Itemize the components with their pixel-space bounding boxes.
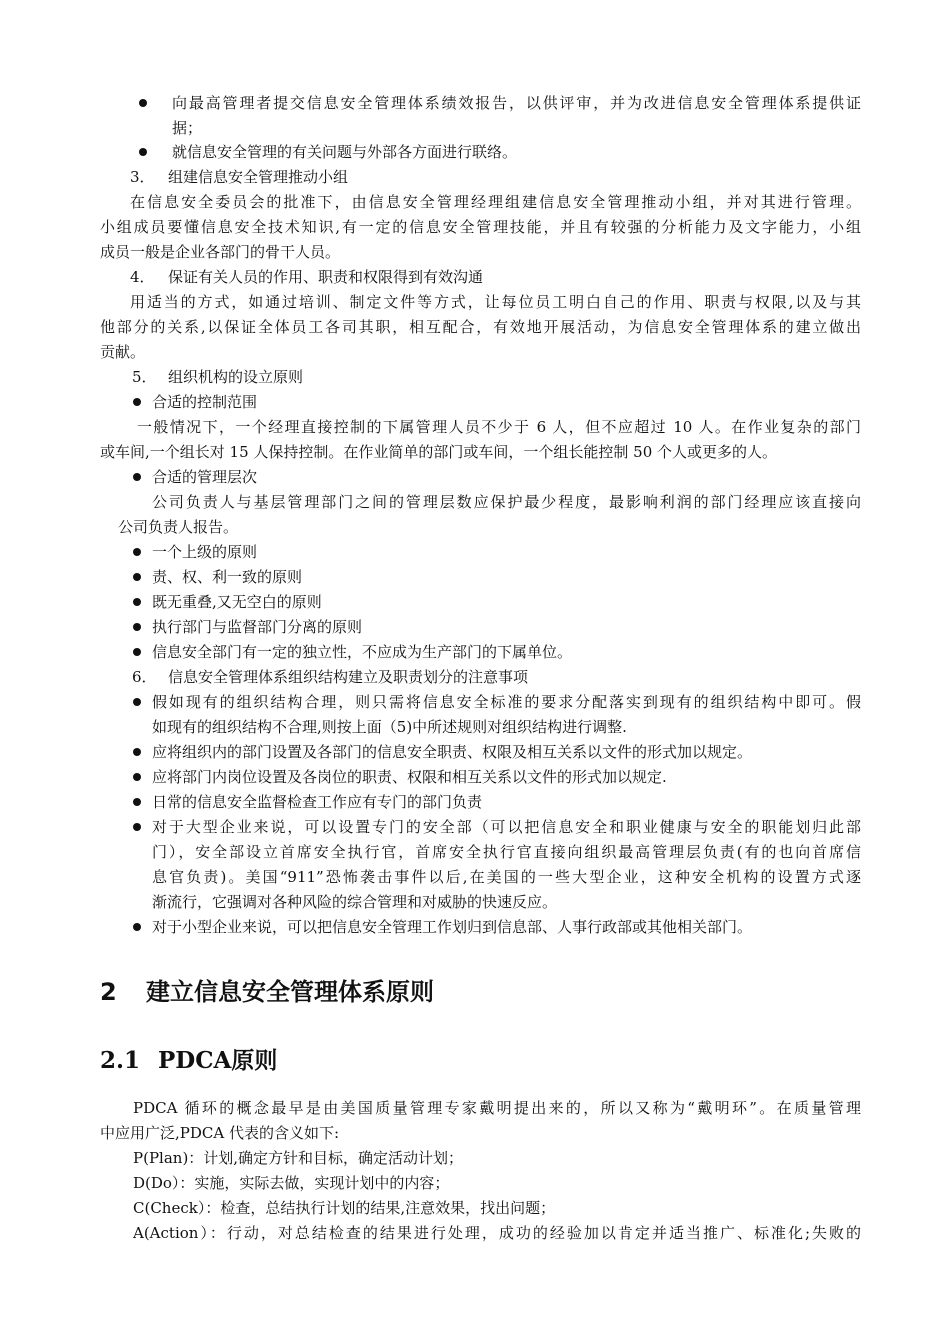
bullet-text: 合适的管理层次 [152, 468, 258, 486]
bullet-icon [133, 398, 141, 406]
paragraph-line: 用适当的方式，如通过培训、制定文件等方式，让每位员工明白自己的作用、职责与权限,以及与其 [130, 293, 861, 311]
bullet-text: 执行部门与监督部门分离的原则 [152, 618, 363, 636]
bullet-icon [133, 748, 141, 756]
pdca-item: P(Plan)：计划,确定方针和目标，确定活动计划； [133, 1149, 464, 1167]
paragraph-line: 公司负责人与基层管理部门之间的管理层数应保护最少程度，最影响利润的部门经理应该直接向 [152, 493, 861, 511]
paragraph-line: 公司负责人报告。 [118, 518, 239, 536]
pdca-item: C(Check）：检查，总结执行计划的结果,注意效果，找出问题； [133, 1199, 556, 1217]
paragraph-line: 贡献。 [100, 343, 146, 361]
section-number: 2 [100, 978, 117, 1006]
paragraph-line: 一般情况下，一个经理直接控制的下属管理人员不少于 6 人，但不应超过 10 人。在作业复杂的部门 [137, 418, 861, 436]
bullet-icon [133, 623, 141, 631]
item-heading: 信息安全管理体系组织结构建立及职责划分的注意事项 [168, 668, 529, 686]
bullet-text: 应将组织内的部门设置及各部门的信息安全职责、权限及相互关系以文件的形式加以规定。 [152, 743, 753, 761]
bullet-icon [133, 648, 141, 656]
item-number: 6． [132, 668, 157, 686]
section-title: 建立信息安全管理体系原则 [146, 978, 434, 1006]
bullet-icon [133, 923, 141, 931]
bullet-icon [133, 798, 141, 806]
bullet-text: 既无重叠,又无空白的原则 [152, 593, 322, 611]
item-number: 3． [130, 168, 155, 186]
pdca-item: A(Action）：行动，对总结检查的结果进行处理，成功的经验加以肯定并适当推广、标准化;失败的 [133, 1224, 861, 1242]
item-number: 5． [132, 368, 157, 386]
bullet-text-cont: 据； [172, 119, 203, 137]
bullet-icon [139, 99, 147, 107]
item-heading: 保证有关人员的作用、职责和权限得到有效沟通 [168, 268, 484, 286]
bullet-text-cont: 如现有的组织结构不合理,则按上面（5)中所述规则对组织结构进行调整. [152, 718, 627, 736]
bullet-icon [139, 148, 147, 156]
bullet-icon [133, 573, 141, 581]
item-number: 4． [130, 268, 155, 286]
bullet-icon [133, 548, 141, 556]
pdca-item: D(Do）：实施，实际去做，实现计划中的内容； [133, 1174, 450, 1192]
paragraph-line: 成员一般是企业各部门的骨干人员。 [100, 243, 341, 261]
bullet-text: 对于小型企业来说，可以把信息安全管理工作划归到信息部、人事行政部或其他相关部门。 [152, 918, 753, 936]
bullet-icon [133, 823, 141, 831]
bullet-text: 应将部门内岗位设置及各岗位的职责、权限和相互关系以文件的形式加以规定. [152, 768, 667, 786]
item-heading: 组织机构的设立原则 [168, 368, 304, 386]
paragraph-line: 他部分的关系,以保证全体员工各司其职，相互配合，有效地开展活动，为信息安全管理体系的建立做出 [100, 318, 861, 336]
bullet-text-cont: 息官负责)。美国“911”恐怖袭击事件以后,在美国的一些大型企业，这种安全机构的设置方式逐 [152, 868, 861, 886]
bullet-text: 假如现有的组织结构合理，则只需将信息安全标准的要求分配落实到现有的组织结构中即可。假 [152, 693, 861, 711]
item-heading: 组建信息安全管理推动小组 [168, 168, 349, 186]
bullet-icon [133, 773, 141, 781]
subsection-number: 2.1 [100, 1047, 141, 1074]
bullet-text-cont: 门），安全部设立首席安全执行官，首席安全执行官直接向组织最高管理层负责(有的也向首席信 [152, 843, 861, 861]
bullet-text: 日常的信息安全监督检查工作应有专门的部门负责 [152, 793, 483, 811]
paragraph-line: 或车间,一个组长对 15 人保持控制。在作业简单的部门或车间，一个组长能控制 50 个人或更多的人。 [100, 443, 778, 461]
paragraph-line: 在信息安全委员会的批准下，由信息安全管理经理组建信息安全管理推动小组，并对其进行管理。 [130, 193, 861, 211]
bullet-icon [133, 598, 141, 606]
bullet-text: 向最高管理者提交信息安全管理体系绩效报告，以供评审，并为改进信息安全管理体系提供证 [172, 94, 861, 112]
paragraph-line: 中应用广泛,PDCA 代表的含义如下: [100, 1124, 340, 1142]
bullet-icon [133, 473, 141, 481]
bullet-icon [133, 698, 141, 706]
bullet-text: 对于大型企业来说，可以设置专门的安全部（可以把信息安全和职业健康与安全的职能划归此部 [152, 818, 861, 836]
bullet-text-cont: 渐流行，它强调对各种风险的综合管理和对威胁的快速反应。 [152, 893, 558, 911]
bullet-text: 责、权、利一致的原则 [152, 568, 303, 586]
paragraph-line: PDCA 循环的概念最早是由美国质量管理专家戴明提出来的，所以又称为“戴明环”。在质量管理 [133, 1099, 861, 1117]
bullet-text: 信息安全部门有一定的独立性，不应成为生产部门的下属单位。 [152, 643, 573, 661]
bullet-text: 就信息安全管理的有关问题与外部各方面进行联络。 [172, 143, 518, 161]
subsection-title: PDCA原则 [158, 1047, 278, 1074]
paragraph-line: 小组成员要懂信息安全技术知识,有一定的信息安全管理技能，并且有较强的分析能力及文字能力，小组 [100, 218, 861, 236]
bullet-text: 合适的控制范围 [152, 393, 258, 411]
bullet-text: 一个上级的原则 [152, 543, 258, 561]
